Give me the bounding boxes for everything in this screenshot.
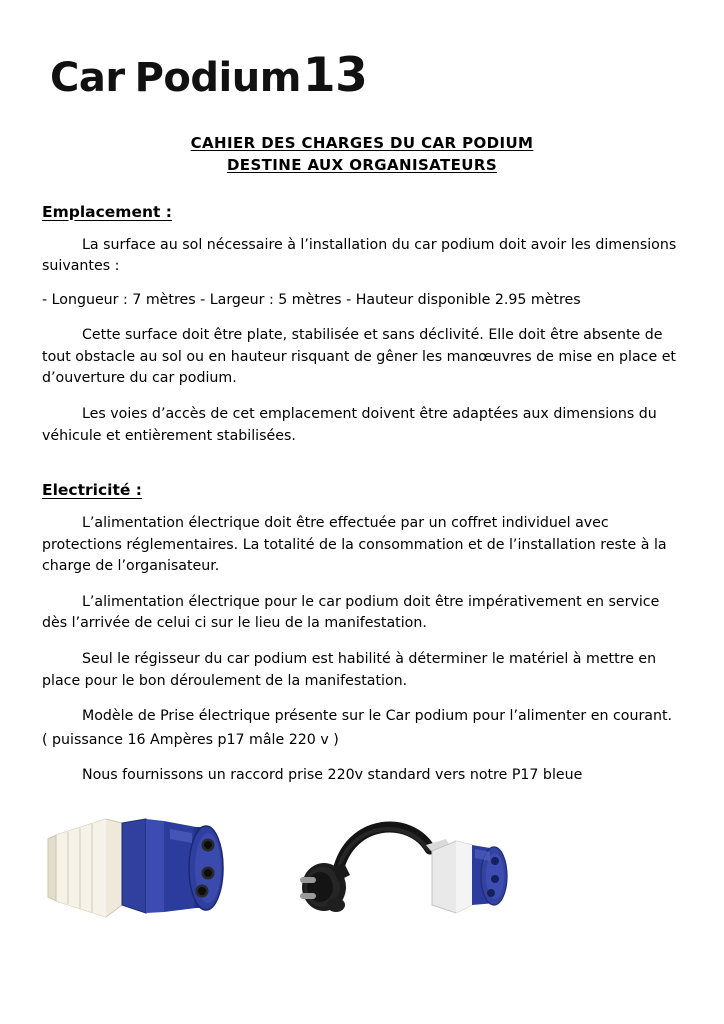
paragraph-emplacement-2: - Longueur : 7 mètres - Largeur : 5 mètres - Hauteur disponible 2.95 mètres — [42, 291, 581, 308]
paragraph-emplacement-4: Les voies d’accès de cet emplacement doivent être adaptées aux dimensions du véhicule et entièrement stabilisées. — [42, 405, 657, 444]
paragraph-electricite-4: Modèle de Prise électrique présente sur le Car podium pour l’alimenter en courant. — [82, 708, 673, 725]
logo-number: 13 — [302, 48, 368, 103]
document-title — [42, 133, 682, 177]
p17-male-plug-photo — [46, 813, 236, 939]
section-heading-electricite: Electricité : — [42, 481, 142, 500]
image-row — [42, 809, 682, 959]
paragraph-emplacement-3: Cette surface doit être plate, stabilisée et sans déclivité. Elle doit être absente de tout obstacle au sol ou en hauteur risquant de gêner les manœuvres de mise en place et d’ouverture du car podium. — [42, 327, 676, 387]
adapter-cable-220v-to-p17-photo — [280, 809, 510, 949]
logo — [50, 48, 682, 103]
paragraph-electricite-2: L’alimentation électrique pour le car podium doit être impérativement en service dès l’arrivée de celui ci sur le lieu de la manifestation. — [42, 593, 660, 632]
section-heading-emplacement: Emplacement : — [42, 202, 173, 221]
paragraph-electricite-6: Nous fournissons un raccord prise 220v standard vers notre P17 bleue — [82, 767, 583, 784]
paragraph-electricite-3: Seul le régisseur du car podium est habilité à déterminer le matériel à mettre en place pour le bon déroulement de la manifestation. — [42, 651, 657, 689]
paragraph-electricite-1: L’alimentation électrique doit être effectuée par un coffret individuel avec protections réglementaires. La totalité de la consommation et de l’installation reste à la charge de l’organisateur. — [42, 515, 667, 575]
logo-word-podium: Podium — [134, 55, 301, 101]
document-title-line-1: CAHIER DES CHARGES DU CAR PODIUM — [190, 134, 534, 152]
document-title-line-2: DESTINE AUX ORGANISATEURS — [226, 155, 498, 174]
paragraph-emplacement-1: La surface au sol nécessaire à l’installation du car podium doit avoir les dimensions suivantes : — [42, 236, 677, 275]
logo-word-car: Car — [50, 55, 125, 101]
paragraph-electricite-5: ( puissance 16 Ampères p17 mâle 220 v ) — [42, 731, 339, 748]
